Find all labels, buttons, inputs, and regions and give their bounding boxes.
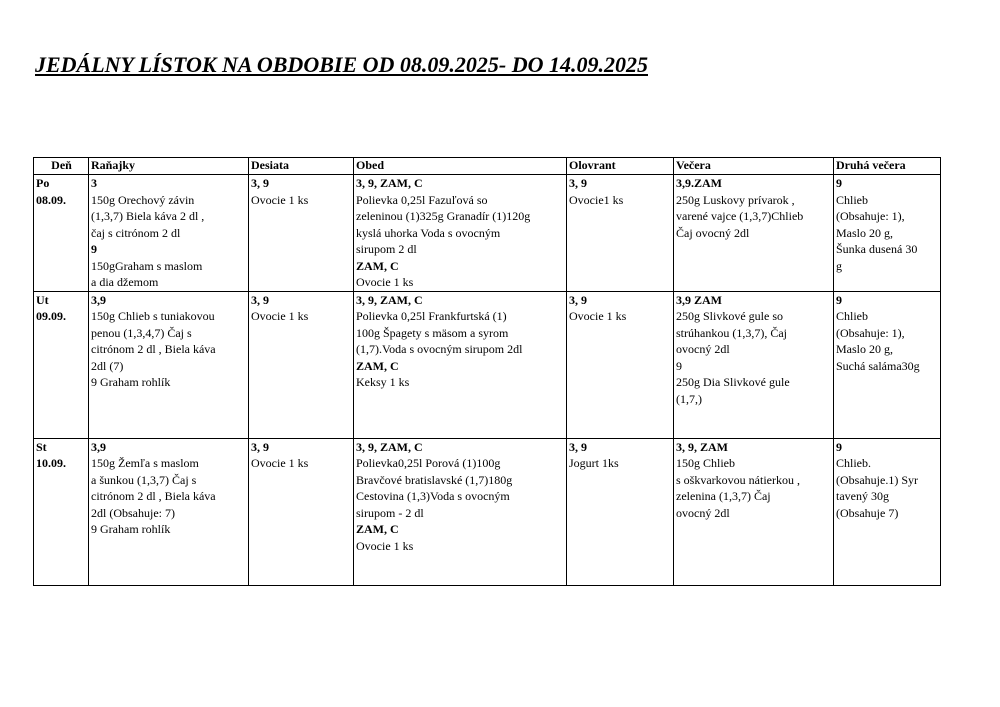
- page-title: JEDÁLNY LÍSTOK NA OBDOBIE OD 08.09.2025- DO 14.09.2025: [35, 52, 648, 77]
- menu-line: zelenina (1,3,7) Čaj: [676, 489, 771, 503]
- table-row: [34, 438, 941, 585]
- menu-line: a dia džemom: [91, 275, 159, 289]
- menu-line: 2dl (Obsahuje: 7): [91, 505, 175, 520]
- menu-line: (1,3,7) Biela káva 2 dl ,: [91, 209, 205, 223]
- menu-line: 150gGraham s maslom: [91, 258, 203, 273]
- menu-line: s oškvarkovou nátierkou ,: [676, 472, 800, 487]
- menu-line: 9: [91, 242, 97, 256]
- obed-cell: [354, 438, 567, 585]
- menu-line: Suchá saláma30g: [836, 358, 920, 373]
- druha-vecera-cell: [834, 175, 941, 292]
- menu-line: 2dl (7): [91, 358, 124, 373]
- header-cell-obed: Obed: [354, 158, 567, 175]
- table-row: [34, 291, 941, 438]
- ranajky-cell: [89, 175, 249, 292]
- vecera-cell: [674, 291, 834, 438]
- header-cell-ranajky: Raňajky: [89, 158, 249, 175]
- menu-line: Bravčové bratislavské (1,7)180g: [356, 472, 513, 487]
- menu-line: 9: [836, 176, 842, 190]
- header-cell-olovrant: Olovrant: [567, 158, 674, 175]
- menu-line: 3,9: [91, 439, 106, 454]
- day-name: Ut: [36, 292, 49, 307]
- menu-line: sirupom - 2 dl: [356, 505, 424, 520]
- druha-vecera-cell: [834, 291, 941, 438]
- menu-line: Ovocie 1 ks: [356, 275, 414, 289]
- menu-line: (Obsahuje.1) Syr: [836, 472, 918, 487]
- menu-line: Polievka 0,25l Fazuľová so: [356, 192, 488, 207]
- menu-table: [33, 157, 941, 586]
- menu-line: Maslo 20 g,: [836, 342, 893, 356]
- menu-line: 3, 9: [251, 176, 269, 190]
- day-cell: [34, 175, 89, 292]
- menu-line: 3, 9: [251, 292, 269, 307]
- vecera-cell: [674, 438, 834, 585]
- menu-line: 150g Chlieb: [676, 456, 735, 470]
- menu-line: 3, 9: [569, 176, 587, 190]
- olovrant-cell: [567, 175, 674, 292]
- menu-line: tavený 30g: [836, 489, 889, 503]
- desiata-cell: [249, 175, 354, 292]
- menu-line: varené vajce (1,3,7)Chlieb: [676, 209, 804, 223]
- menu-line: Jogurt 1ks: [569, 456, 619, 470]
- menu-line: 150g Orechový závin: [91, 192, 195, 207]
- menu-line: Ovocie 1 ks: [251, 456, 309, 470]
- olovrant-cell: [567, 438, 674, 585]
- menu-line: 3, 9, ZAM, C: [356, 176, 423, 190]
- menu-line: 150g Žemľa s maslom: [91, 456, 199, 470]
- menu-line: 150g Chlieb s tuniakovou: [91, 309, 215, 323]
- menu-line: ZAM, C: [356, 358, 399, 373]
- table-row: [34, 175, 941, 292]
- menu-line: citrónom 2 dl , Biela káva: [91, 489, 216, 503]
- menu-line: 3,9.ZAM: [676, 176, 722, 190]
- header-cell-druha-vecera: Druhá večera: [834, 158, 941, 175]
- obed-cell: [354, 175, 567, 292]
- desiata-cell: [249, 291, 354, 438]
- menu-line: Ovocie 1 ks: [569, 309, 627, 323]
- menu-line: Chlieb: [836, 309, 868, 323]
- menu-line: citrónom 2 dl , Biela káva: [91, 342, 216, 356]
- menu-line: 3, 9, ZAM, C: [356, 439, 423, 454]
- menu-line: Keksy 1 ks: [356, 375, 410, 389]
- menu-line: 250g Luskovy prívarok ,: [676, 192, 795, 207]
- menu-line: strúhankou (1,3,7), Čaj: [676, 325, 787, 340]
- menu-line: 3,9 ZAM: [676, 292, 722, 307]
- menu-line: (1,7,): [676, 391, 702, 406]
- menu-line: 9 Graham rohlík: [91, 375, 171, 389]
- header-cell-vecera: Večera: [674, 158, 834, 175]
- menu-line: 9: [676, 358, 682, 373]
- menu-line: čaj s citrónom 2 dl: [91, 225, 181, 240]
- header-cell-desiata: Desiata: [249, 158, 354, 175]
- menu-line: a šunkou (1,3,7) Čaj s: [91, 472, 197, 487]
- menu-line: 9 Graham rohlík: [91, 522, 171, 536]
- menu-line: 3, 9: [569, 439, 587, 454]
- menu-line: Čaj ovocný 2dl: [676, 225, 750, 240]
- header-cell-den: Deň: [34, 158, 89, 175]
- menu-line: Ovocie 1 ks: [251, 309, 309, 323]
- menu-line: ZAM, C: [356, 258, 399, 273]
- menu-line: zeleninou (1)325g Granadír (1)120g: [356, 209, 531, 223]
- menu-line: 250g Slivkové gule so: [676, 309, 783, 323]
- menu-line: Maslo 20 g,: [836, 225, 893, 240]
- menu-line: ovocný 2dl: [676, 505, 730, 520]
- olovrant-cell: [567, 291, 674, 438]
- menu-line: 9: [836, 292, 842, 307]
- menu-line: Chlieb.: [836, 456, 871, 470]
- menu-line: ZAM, C: [356, 522, 399, 536]
- menu-line: sirupom 2 dl: [356, 242, 417, 256]
- menu-line: penou (1,3,4,7) Čaj s: [91, 325, 192, 340]
- menu-line: Polievka 0,25l Frankfurtská (1): [356, 309, 507, 323]
- menu-line: (Obsahuje 7): [836, 505, 899, 520]
- menu-line: g: [836, 258, 842, 273]
- day-name: St: [36, 439, 47, 454]
- day-date: 08.09.: [36, 192, 66, 207]
- day-date: 10.09.: [36, 456, 66, 470]
- druha-vecera-cell: [834, 438, 941, 585]
- day-date: 09.09.: [36, 309, 66, 323]
- menu-line: Ovocie 1 ks: [356, 538, 414, 553]
- ranajky-cell: [89, 291, 249, 438]
- vecera-cell: [674, 175, 834, 292]
- menu-line: ovocný 2dl: [676, 342, 730, 356]
- menu-line: Polievka0,25l Porová (1)100g: [356, 456, 501, 470]
- day-cell: [34, 291, 89, 438]
- menu-line: Šunka dusená 30: [836, 242, 918, 256]
- menu-line: 250g Dia Slivkové gule: [676, 375, 790, 389]
- menu-line: 3, 9, ZAM, C: [356, 292, 423, 307]
- ranajky-cell: [89, 438, 249, 585]
- menu-line: 100g Špagety s mäsom a syrom: [356, 325, 509, 340]
- menu-line: (Obsahuje: 1),: [836, 209, 905, 223]
- menu-line: (Obsahuje: 1),: [836, 325, 905, 340]
- menu-line: 3: [91, 176, 97, 190]
- menu-line: 3,9: [91, 292, 106, 307]
- menu-line: Ovocie1 ks: [569, 192, 624, 207]
- menu-line: 3, 9: [569, 292, 587, 307]
- menu-line: Cestovina (1,3)Voda s ovocným: [356, 489, 510, 503]
- menu-line: (1,7).Voda s ovocným sirupom 2dl: [356, 342, 523, 356]
- menu-line: 9: [836, 439, 842, 454]
- menu-line: Ovocie 1 ks: [251, 192, 309, 207]
- day-name: Po: [36, 176, 50, 190]
- day-cell: [34, 438, 89, 585]
- menu-line: 3, 9: [251, 439, 269, 454]
- obed-cell: [354, 291, 567, 438]
- menu-line: Chlieb: [836, 192, 868, 207]
- desiata-cell: [249, 438, 354, 585]
- menu-line: kyslá uhorka Voda s ovocným: [356, 225, 501, 240]
- menu-line: 3, 9, ZAM: [676, 439, 728, 454]
- header-row: [34, 158, 941, 175]
